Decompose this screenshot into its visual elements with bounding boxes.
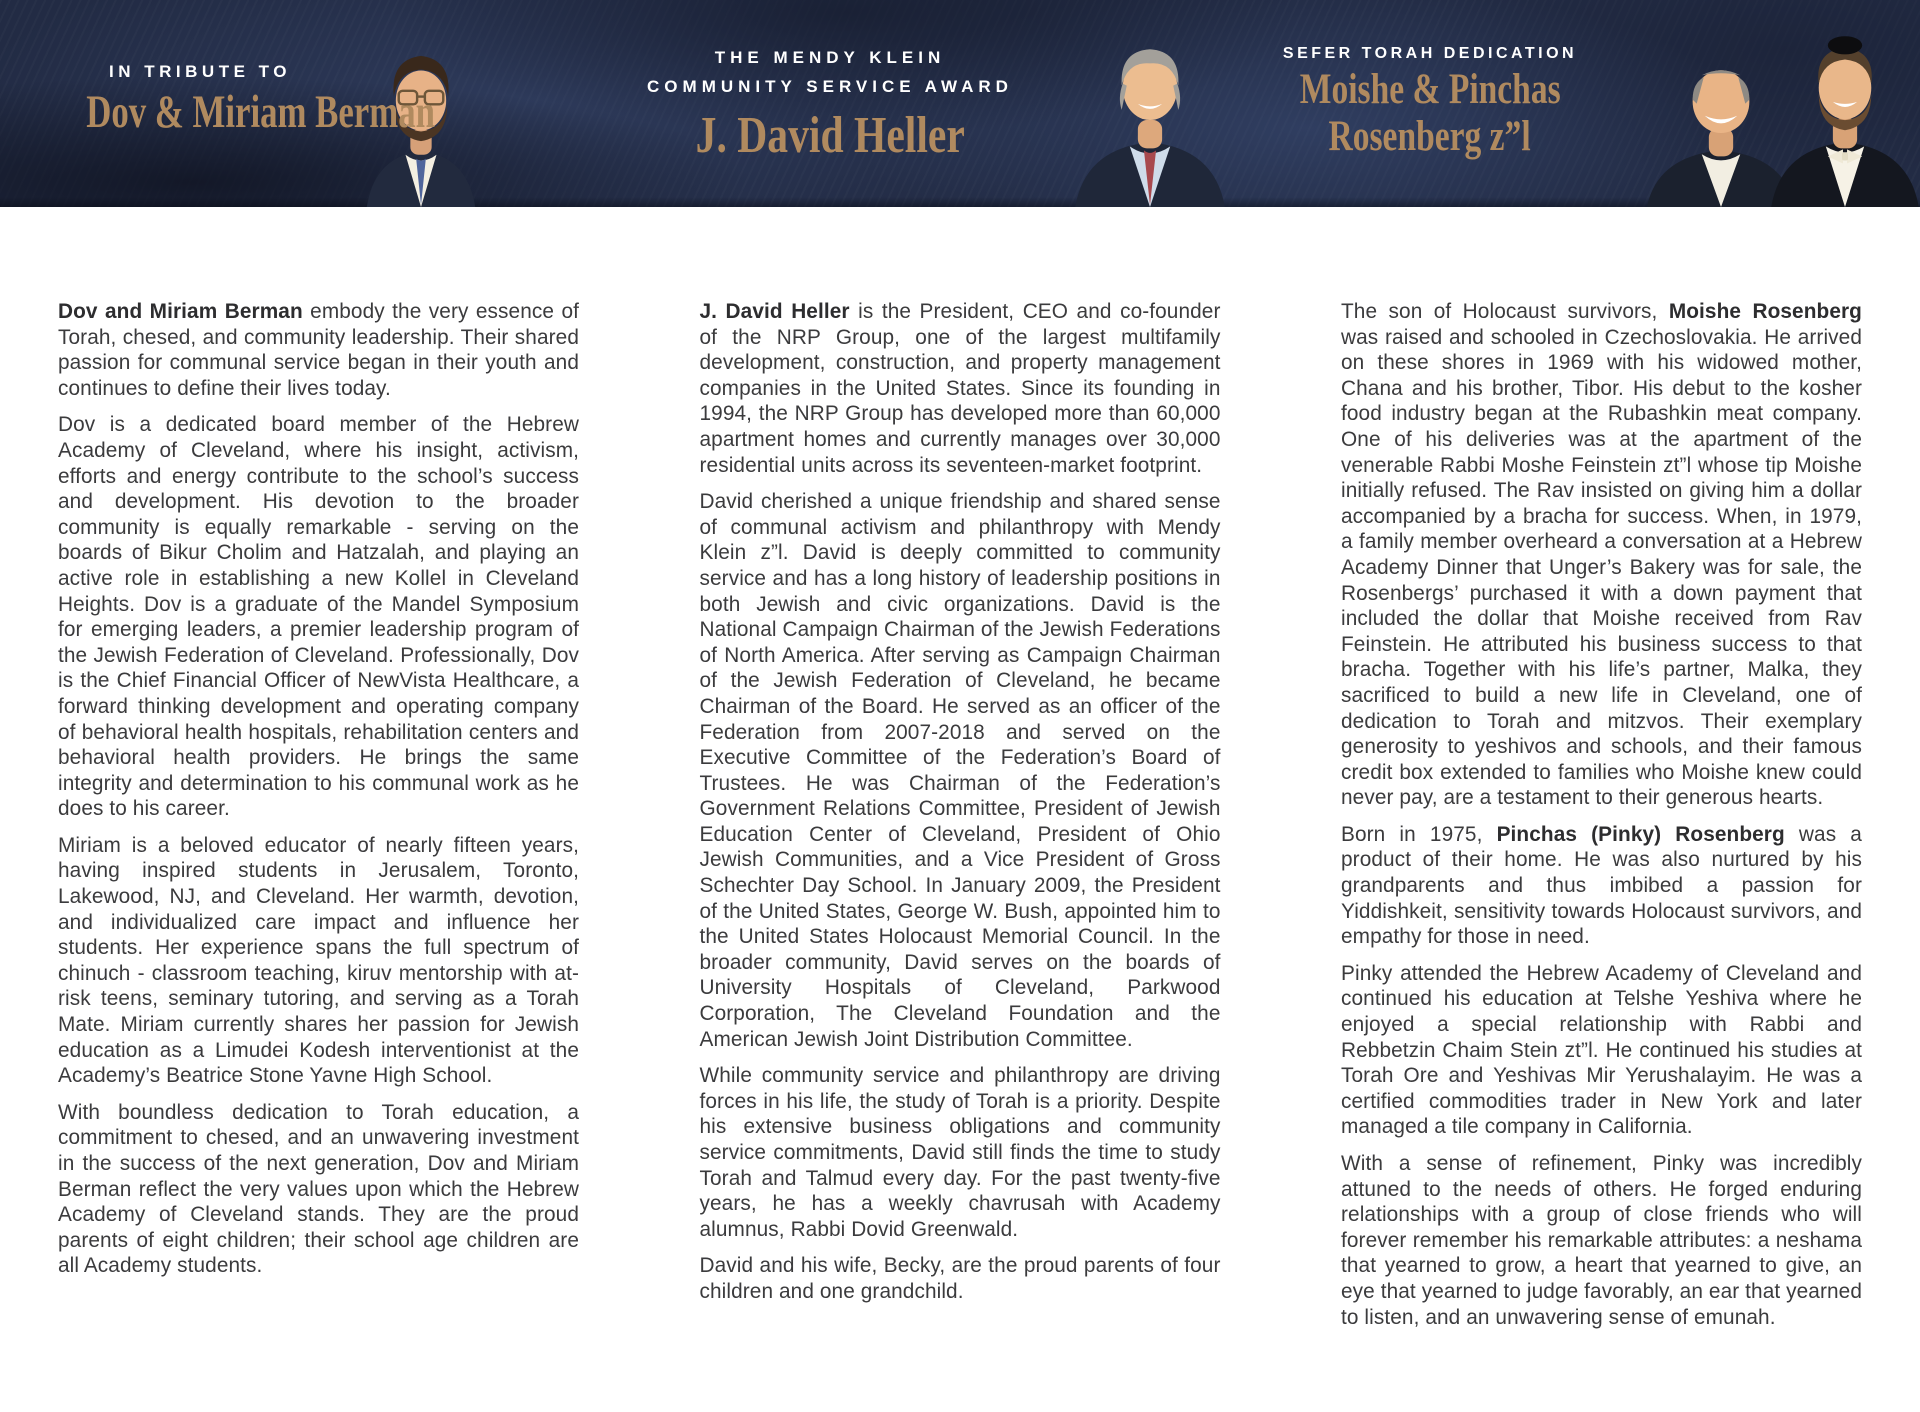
paragraph: J. David Heller is the President, CEO and co-founder of the NRP Group, one of the largest multifamily development, construction, and property management companies in the United States. Since its founding in 1994, the NRP Group has developed more than 60,000 apartment homes and currently manages over 30,000 residential units across its seventeen-market footprint. [699, 300, 1221, 477]
rosenberg-eyebrow: SEFER TORAH DEDICATION [1282, 45, 1578, 62]
paragraph: The son of Holocaust survivors, Moishe Rosenberg was raised and schooled in Czechoslovakia. He arrived on these shores in 1969 with his widowed mother, Chana and his brother, Tibor. His debut to the kosher food industry began at the Rubashkin meat company. One of his deliveries was at the apartment of the venerable Rabbi Moshe Feinstein zt”l whose tip Moishe initially refused. The Rav insisted on giving him a dollar accompanied by a bracha for success. When, in 1979, a family member overheard a conversation at a Hebrew Academy Dinner that Unger’s Bakery was for sale, the Rosenbergs’ purchased it with a down payment that included the dollar that Moishe received from Rav Feinstein. He attributed his business success to that bracha. Together with his life’s partner, Malka, they sacrificed to build a new life in Cleveland, one of dedication to Torah and mitzvos. Their exemplary generosity to yeshivos and schools, and their famous credit box extended to families who Moishe knew could never pay, are a testament to their generous hearts. [1341, 300, 1862, 810]
rosenberg-portraits-image [1642, 15, 1920, 207]
paragraph: Dov is a dedicated board member of the Hebrew Academy of Cleveland, where his insight, activism, efforts and energy contribute to the school’s success and development. His devotion to the broader community is equally remarkable - serving on the boards of Bikur Cholim and Hatzalah, and playing an active role in establishing a new Kollel in Cleveland Heights. Dov is a graduate of the Mandel Symposium for emerging leaders, a premier leadership program of the Jewish Federation of Cleveland. Professionally, Dov is the Chief Financial Officer of NewVista Healthcare, a forward thinking development and operating company of behavioral health hospitals, rehabilitation centers and behavioral health providers. He brings the same integrity and determination to his communal work as he does to his career. [58, 413, 579, 821]
paragraph: With a sense of refinement, Pinky was incredibly attuned to the needs of others. He forged enduring relationships with a group of close friends who will forever remember his remarkable attributes: a neshama that yearned to grow, a heart that yearned to give, an eye that yearned to judge favorably, an ear that yearned to listen, and an unwavering sense of emunah. [1341, 1152, 1862, 1329]
paragraph: With boundless dedication to Torah education, a commitment to chesed, and an unwavering investment in the success of the next generation, Dov and Miriam Berman reflect the very values upon which the Hebrew Academy of Cleveland stands. They are the proud parents of eight children; their school age children are all Academy students. [58, 1100, 579, 1278]
rosenberg-title-line1: Moishe & Pinchas [1299, 66, 1561, 114]
david-heller-portrait-image [1068, 25, 1232, 207]
article-column-heller [700, 299, 1221, 1341]
banner-panel-rosenberg [1255, 40, 1605, 160]
berman-eyebrow: IN TRIBUTE TO [109, 62, 291, 81]
banner [0, 0, 1920, 207]
paragraph: David and his wife, Becky, are the proud parents of four children and one grandchild. [699, 1254, 1221, 1303]
paragraph: Dov and Miriam Berman embody the very essence of Torah, chesed, and community leadership. Their shared passion for communal service began in their youth and continues to define their lives today. [58, 300, 579, 400]
paragraph: Born in 1975, Pinchas (Pinky) Rosenberg was a product of their home. He was also nurtured by his grandparents and thus imbibed a passion for Yiddishkeit, sensitivity towards Holocaust survivors, and empathy for those in need. [1341, 822, 1862, 949]
article-column-rosenberg [1341, 299, 1862, 1341]
article-body [0, 207, 1920, 1341]
heller-eyebrow-line1: THE MENDY KLEIN [714, 48, 946, 67]
article-column-berman [58, 299, 579, 1341]
paragraph: While community service and philanthropy are driving forces in his life, the study of Torah is a priority. Despite his extensive business obligations and community service commitments, David still finds the time to study Torah and Talmud every day. For the past twenty-five years, he has a weekly chavrusah with Academy alumnus, Rabbi Dovid Greenwald. [699, 1064, 1221, 1241]
young-man-with-kippah-bow-tie-icon [1766, 15, 1920, 207]
banner-panel-heller [610, 44, 1050, 164]
heller-eyebrow-line2: COMMUNITY SERVICE AWARD [647, 76, 1013, 96]
gray-haired-man-red-tie-icon [1068, 25, 1232, 207]
berman-title: Dov & Miriam Berman [86, 85, 435, 138]
banner-panel-berman [25, 58, 435, 138]
paragraph: David cherished a unique friendship and shared sense of communal activism and philanthropy with Mendy Klein z”l. David is deeply committed to community service and has a long history of leadership positions in both Jewish and civic organizations. David is the National Campaign Chairman of the Jewish Federations of North America. After serving as Campaign Chairman of the Jewish Federation of Cleveland, he became Chairman of the Board. He served as an officer of the Federation from 2007-2018 and served on the Executive Committee of the Federation’s Board of Trustees. He was Chairman of the Federation’s Government Relations Committee, President of Jewish Education Center of Cleveland, President of Ohio Jewish Communities, and a Vice President of Gross Schechter Day School. In January 2009, the President of the United States, George W. Bush, appointed him to the United States Holocaust Memorial Council. In the broader community, David serves on the boards of University Hospitals of Cleveland, Parkwood Corporation, The Cleveland Foundation and the American Jewish Joint Distribution Committee. [699, 490, 1221, 1051]
paragraph: Pinky attended the Hebrew Academy of Cleveland and continued his education at Telshe Yeshiva where he enjoyed a special relationship with Rabbi and Rebbetzin Chaim Stein zt”l. He continued his studies at Torah Ore and Yeshivas Mir Yerushalayim. He was a certified commodities trader in New York and later managed a tile company in California. [1341, 961, 1862, 1139]
heller-title: J. David Heller [695, 106, 965, 164]
pinchas-rosenberg-portrait-image [1766, 15, 1920, 207]
paragraph: Miriam is a beloved educator of nearly fifteen years, having inspired students in Jerusalem, Toronto, Lakewood, NJ, and Cleveland. Her warmth, devotion, and individualized care impact and influence her students. Her experience spans the full spectrum of chinuch - classroom teaching, kiruv mentorship with at-risk teens, seminary tutoring, and serving as a Torah Mate. Miriam currently shares her passion for Jewish education as a Limudei Kodesh interventionist at the Academy’s Beatrice Stone Yavne High School. [58, 833, 579, 1088]
rosenberg-title-line2: Rosenberg z”l [1328, 112, 1532, 160]
